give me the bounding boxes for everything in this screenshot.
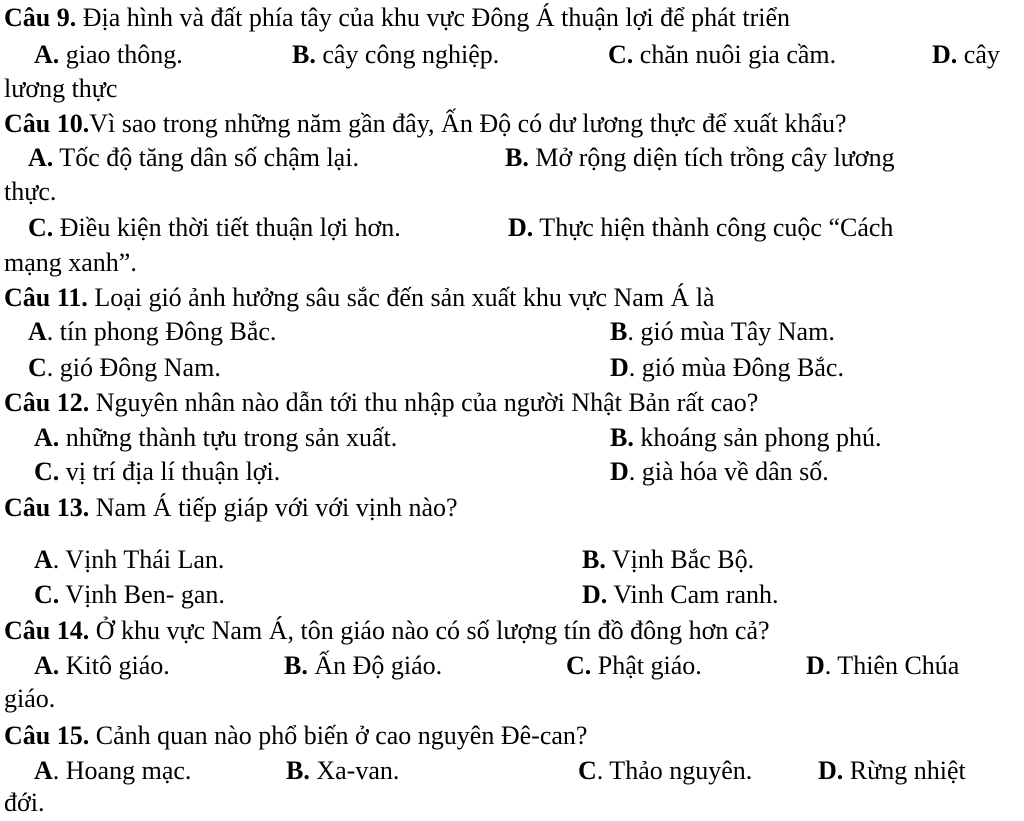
question-14-option-c: C. Phật giáo. xyxy=(566,651,702,680)
question-9-options xyxy=(0,38,1024,72)
question-12-options-ab xyxy=(0,421,1024,455)
question-15-options xyxy=(0,754,1024,788)
question-10-option-b: B. Mở rộng diện tích trồng cây lương xyxy=(505,143,895,172)
question-9-option-b: B. cây công nghiệp. xyxy=(292,40,500,69)
question-14-label: Câu 14. xyxy=(4,616,90,645)
question-14-options xyxy=(0,649,1024,683)
question-10-text: Vì sao trong những năm gần đây, Ấn Độ có dư lương thực để xuất khẩu? xyxy=(89,109,847,138)
question-14-continuation: giáo. xyxy=(4,684,56,713)
question-11-option-d: D. gió mùa Đông Bắc. xyxy=(610,353,844,382)
question-13-label: Câu 13. xyxy=(4,493,90,522)
question-15-continuation: đới. xyxy=(4,788,45,817)
question-11-option-c: C. gió Đông Nam. xyxy=(28,353,221,382)
question-11-stem xyxy=(0,281,1024,315)
question-13-text: Nam Á tiếp giáp với với vịnh nào? xyxy=(89,493,458,522)
question-9-option-c: C. chăn nuôi gia cầm. xyxy=(608,40,837,69)
question-10-continuation-cd: mạng xanh”. xyxy=(4,248,137,277)
question-13-option-d: D. Vinh Cam ranh. xyxy=(582,580,779,609)
question-15-option-c: C. Thảo nguyên. xyxy=(578,756,753,785)
question-10-option-c: C. Điều kiện thời tiết thuận lợi hơn. xyxy=(28,213,401,242)
question-11-options-cd xyxy=(0,351,1024,385)
question-9-option-a: A. giao thông. xyxy=(34,40,183,69)
question-12-text: Nguyên nhân nào dẫn tới thu nhập của người Nhật Bản rất cao? xyxy=(89,388,759,417)
question-10-label: Câu 10. xyxy=(4,109,90,138)
question-9-stem xyxy=(0,1,1024,35)
question-9-label: Câu 9. xyxy=(4,3,77,32)
question-15-option-b: B. Xa-van. xyxy=(286,756,400,785)
question-13-option-c: C. Vịnh Ben- gan. xyxy=(34,580,225,609)
question-13-option-b: B. Vịnh Bắc Bộ. xyxy=(582,545,755,574)
question-12-stem xyxy=(0,386,1024,420)
question-13-options-cd xyxy=(0,578,1024,612)
question-14-text: Ở khu vực Nam Á, tôn giáo nào có số lượng tín đồ đông hơn cả? xyxy=(89,616,770,645)
question-14-option-b: B. Ấn Độ giáo. xyxy=(284,651,443,680)
question-11-text: Loại gió ảnh hưởng sâu sắc đến sản xuất khu vực Nam Á là xyxy=(87,283,715,312)
question-10-option-a: A. Tốc độ tăng dân số chậm lại. xyxy=(28,143,359,172)
question-10-options-ab xyxy=(0,141,1024,175)
question-11-option-b: B. gió mùa Tây Nam. xyxy=(610,317,835,346)
question-10-stem xyxy=(0,107,1024,141)
question-11-label: Câu 11. xyxy=(4,283,88,312)
question-14-stem xyxy=(0,614,1024,648)
question-15-text: Cảnh quan nào phổ biến ở cao nguyên Đê-can? xyxy=(89,721,588,750)
question-14-option-d: D. Thiên Chúa xyxy=(806,651,960,680)
question-14-option-a: A. Kitô giáo. xyxy=(34,651,170,680)
question-12-option-d: D. già hóa về dân số. xyxy=(610,457,829,486)
question-12-option-a: A. những thành tựu trong sản xuất. xyxy=(34,423,398,452)
question-12-options-cd xyxy=(0,455,1024,489)
question-11-options-ab xyxy=(0,315,1024,349)
question-15-option-d: D. Rừng nhiệt xyxy=(818,756,966,785)
question-9-option-d: D. cây xyxy=(932,40,1000,69)
question-10-options-cd xyxy=(0,211,1024,245)
question-12-option-b: B. khoáng sản phong phú. xyxy=(610,423,882,452)
question-13-option-a: A. Vịnh Thái Lan. xyxy=(34,545,225,574)
question-15-label: Câu 15. xyxy=(4,721,90,750)
question-11-option-a: A. tín phong Đông Bắc. xyxy=(28,317,277,346)
question-12-label: Câu 12. xyxy=(4,388,90,417)
question-13-options-ab xyxy=(0,543,1024,577)
question-10-continuation-ab: thực. xyxy=(4,177,57,206)
question-10-option-d: D. Thực hiện thành công cuộc “Cách xyxy=(508,213,894,242)
question-15-stem xyxy=(0,719,1024,753)
question-12-option-c: C. vị trí địa lí thuận lợi. xyxy=(34,457,281,486)
question-15-option-a: A. Hoang mạc. xyxy=(34,756,192,785)
question-13-stem xyxy=(0,491,1024,525)
question-9-continuation: lương thực xyxy=(4,74,118,103)
question-9-text: Địa hình và đất phía tây của khu vực Đông Á thuận lợi để phát triển xyxy=(76,3,791,32)
